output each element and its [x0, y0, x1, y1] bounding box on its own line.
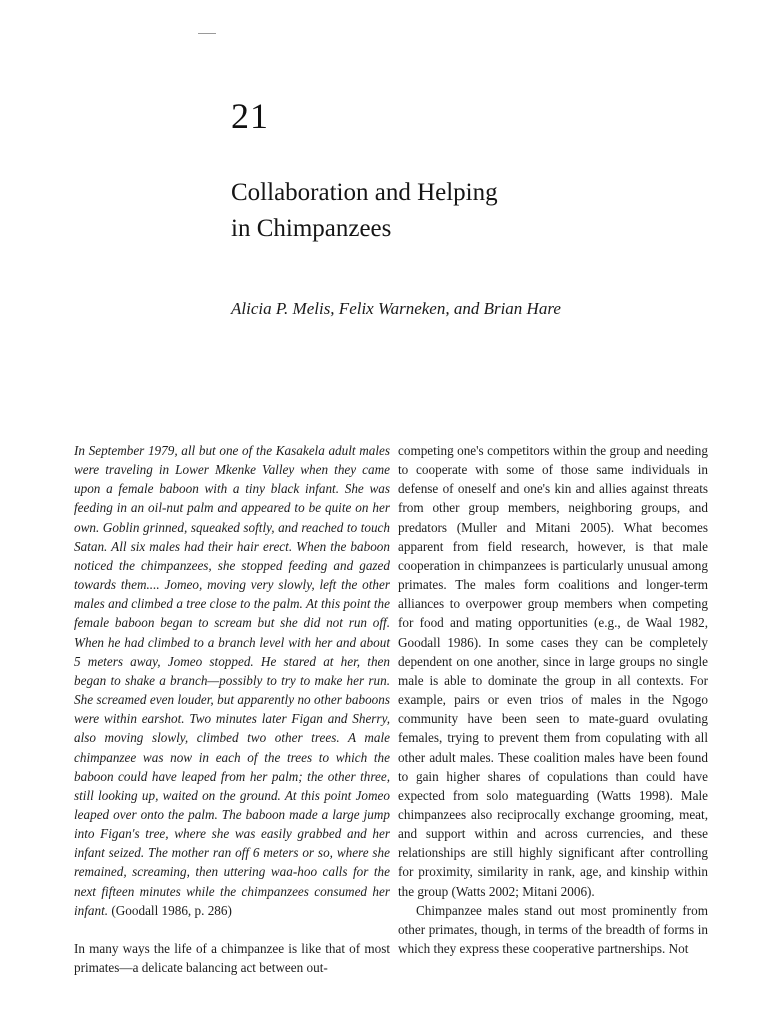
body-paragraph-2: Chimpanzee males stand out most prominently from other primates, though, in terms of the breadth of forms in which they express these cooperative partnerships. Not: [398, 902, 708, 957]
epigraph-citation: (Goodall 1986, p. 286): [108, 902, 232, 918]
chapter-title-line-2: in Chimpanzees: [231, 215, 392, 242]
right-column: [398, 441, 708, 958]
chapter-authors: Alicia P. Melis, Felix Warneken, and Brian Hare: [231, 299, 561, 318]
scan-artifact-mark: [198, 33, 216, 34]
chapter-title-line-1: Collaboration and Helping: [231, 179, 498, 206]
chapter-title: [231, 175, 691, 247]
epigraph-quote: In September 1979, all but one of the Kasakela adult males were traveling in Lower Mkenke Valley when they came upon a female baboon with a tiny black infant. She was feeding in an oil-nut palm and appeared to be quite on her own. Goblin grinned, squeaked softly, and reached to touch Satan. All six males had their hair erect. When the baboon noticed the chimpanzees, she stopped feeding and gazed towards them.... Jomeo, moving very slowly, left the other males and climbed a tree close to the palm. At this point the female baboon began to scream but she did not run off. When he had climbed to a branch level with her and about 5 meters away, Jomeo stopped. He stared at her, then began to shake a branch—possibly to try to make her run. She screamed even louder, but apparently no other baboons were within earshot. Two minutes later Figan and Sherry, also moving slowly, climbed two other trees. A male chimpanzee was now in each of the trees to which the baboon could have leaped from her palm; the other three, still looking up, waited on the ground. At this point Jomeo leaped over onto the palm. The baboon made a large jump into Figan's tree, where she was easily grabbed and her infant seized. The mother ran off 6 meters or so, where she remained, screaming, then uttering waa-hoo calls for the next fifteen minutes while the chimpanzees consumed her infant.: [74, 443, 390, 918]
epigraph: [74, 441, 390, 920]
body-paragraph-1-continued: competing one's competitors within the group and needing to cooperate with some of those same individuals in defense of oneself and one's kin and allies against threats from other group members, neighboring groups, and predators (Muller and Mitani 2005). What becomes apparent from field research, however, is that male cooperation in chimpanzees is particularly unusual among primates. The males form coalitions and longer-term alliances to overpower group members when competing for food and mating opportunities (e.g., de Waal 1982, Goodall 1986). In some cases they can be completely dependent on one another, since in large groups no single male is able to dominate the group in all contexts. For example, pairs or even trios of males in the Ngogo community have been seen to mate-guard ovulating females, trying to prevent them from copulating with all other adult males. These coalition males have been found to gain higher shares of copulations than could have expected from solo mateguarding (Watts 1998). Male chimpanzees also reciprocally exchange grooming, meat, and support within and across currencies, and these relationships are still highly significant after controlling for proximity, similarity in rank, age, and kinship within the group (Watts 2002; Mitani 2006).: [398, 443, 708, 899]
left-column: [74, 441, 390, 977]
chapter-number: 21: [231, 96, 269, 136]
body-paragraph-1-start: In many ways the life of a chimpanzee is like that of most primates—a delicate balancing act between out-: [74, 940, 390, 976]
